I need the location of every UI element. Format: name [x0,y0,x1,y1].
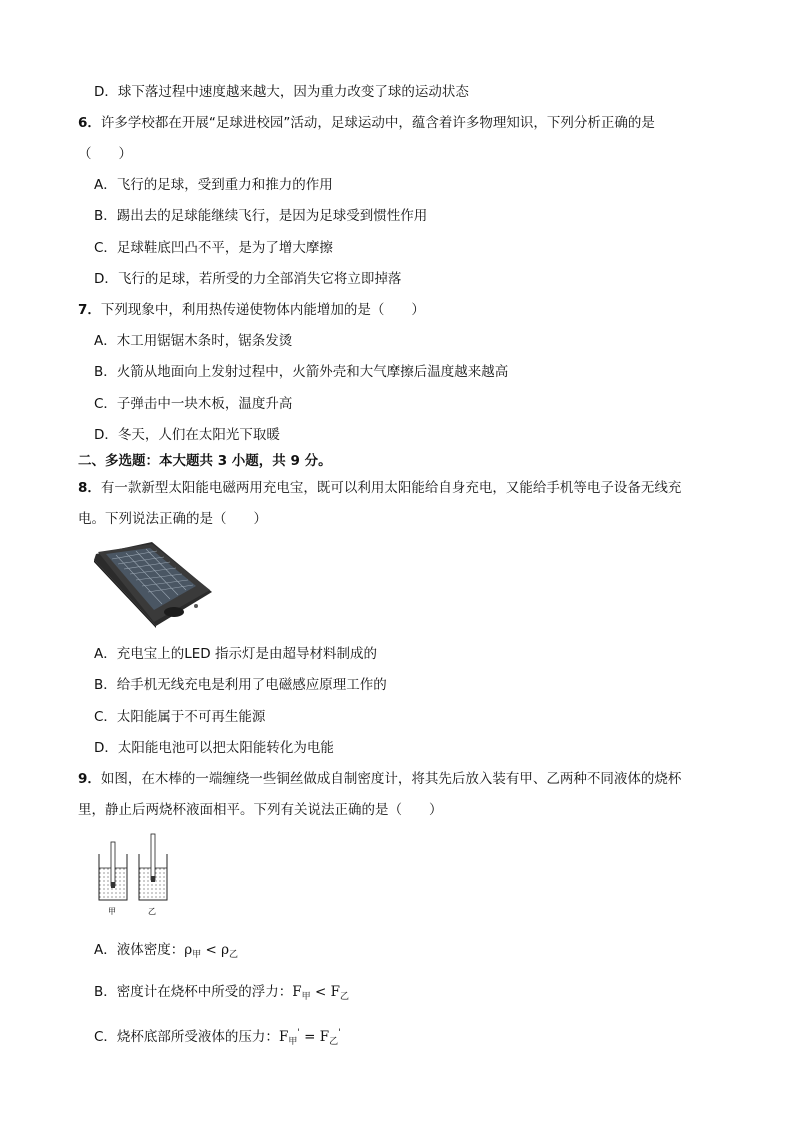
q8-option-d: D．太阳能电池可以把太阳能转化为电能 [94,740,334,756]
q9-stem [78,770,681,788]
force-symbol: F [278,1029,289,1045]
q9-option-b-text: B．密度计在烧杯中所受的浮力： [94,984,293,1000]
hydrometer-beakers-figure [95,832,175,920]
q7-option-d: D．冬天，人们在太阳光下取暖 [94,427,280,443]
force-symbol: F [330,984,340,1000]
equals-sign: = [299,1029,320,1045]
label-jia: 甲 [108,907,116,916]
q9-option-a-text: A．液体密度： [94,942,185,958]
q6-stem [78,114,655,132]
prime-mark: ' [338,1028,341,1038]
q6-option-b: B．踢出去的足球能继续飞行，是因为足球受到惯性作用 [94,208,428,224]
rho-symbol: ρ [184,942,193,958]
label-yi: 乙 [148,907,156,916]
q9-option-a [94,941,238,964]
beaker-jia [99,842,127,900]
beaker-yi [139,834,167,900]
q6-stem-line2: （ ） [78,146,132,162]
q6-number: 6． [78,115,101,131]
q9-number: 9． [78,771,101,787]
subscript-jia: 甲 [192,950,202,960]
subscript-jia: 甲 [288,1037,298,1047]
q9-stem-line1: 如图，在木棒的一端缠绕一些铜丝做成自制密度计，将其先后放入装有甲、乙两种不同液体的烧杯 [100,771,682,787]
less-than-sign: < [310,984,331,1000]
subscript-yi: 乙 [339,992,349,1002]
q9-option-b [94,983,349,1006]
q9-option-c [94,1024,341,1051]
subscript-jia: 甲 [301,992,311,1002]
prime-mark: ' [297,1028,300,1038]
less-than-sign: < [201,942,222,958]
rho-symbol: ρ [221,942,230,958]
q8-number: 8． [78,480,101,496]
q7-stem-text: 下列现象中，利用热传递使物体内能增加的是（ ） [100,302,425,318]
q6-stem-line1: 许多学校都在开展“足球进校园”活动，足球运动中，蕴含着许多物理知识，下列分析正确的是 [100,115,655,131]
q8-stem [78,479,681,497]
q8-option-c: C．太阳能属于不可再生能源 [94,709,266,725]
section2-heading: 二、多选题：本大题共 3 小题，共 9 分。 [78,453,332,469]
q7-option-b: B．火箭从地面向上发射过程中，火箭外壳和大气摩擦后温度越来越高 [94,364,509,380]
force-symbol: F [292,984,302,1000]
subscript-yi: 乙 [329,1037,339,1047]
q9-stem-line2: 里，静止后两烧杯液面相平。下列有关说法正确的是（ ） [78,802,443,818]
q6-option-a: A．飞行的足球，受到重力和推力的作用 [94,177,333,193]
q7-stem [78,301,425,319]
force-symbol: F [319,1029,330,1045]
q7-number: 7． [78,302,101,318]
q8-stem-line1: 有一款新型太阳能电磁两用充电宝，既可以利用太阳能给自身充电，又能给手机等电子设备无线充 [100,480,682,496]
q7-option-c: C．子弹击中一块木板，温度升高 [94,396,293,412]
q8-option-b: B．给手机无线充电是利用了电磁感应原理工作的 [94,677,387,693]
q8-option-a: A．充电宝上的LED 指示灯是由超导材料制成的 [94,646,377,662]
q9-option-c-text: C．烧杯底部所受液体的压力： [94,1029,279,1045]
q5-option-d: D．球下落过程中速度越来越大，因为重力改变了球的运动状态 [94,84,469,100]
q7-option-a: A．木工用锯锯木条时，锯条发烫 [94,333,293,349]
q6-option-d: D．飞行的足球，若所受的力全部消失它将立即掉落 [94,271,402,287]
subscript-yi: 乙 [229,950,239,960]
q6-option-c: C．足球鞋底凹凸不平，是为了增大摩擦 [94,240,333,256]
solar-power-bank-image [92,540,214,628]
q8-stem-line2: 电。下列说法正确的是（ ） [78,511,267,527]
